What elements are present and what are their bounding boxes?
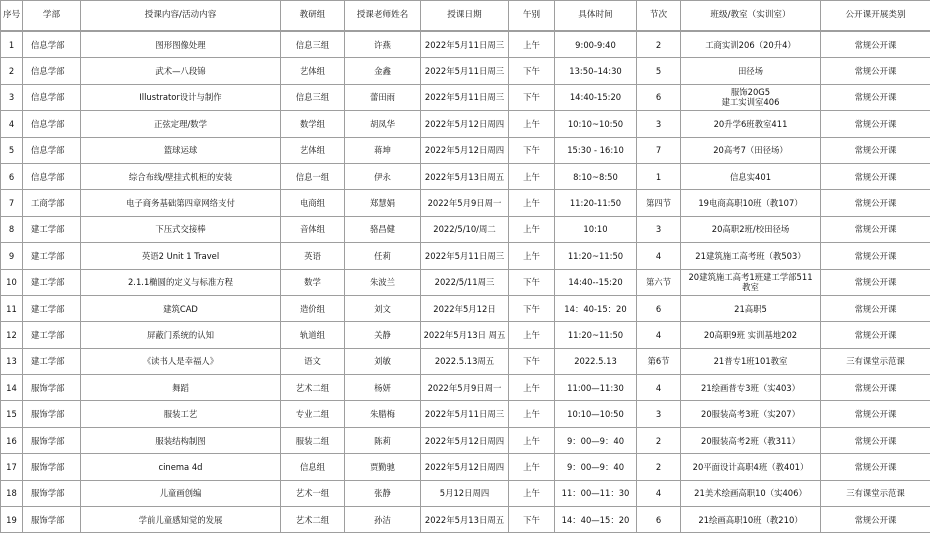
cell-teacher[interactable]: 刘敏 [345, 348, 421, 374]
cell-period[interactable]: 下午 [509, 137, 555, 163]
table-row [1, 243, 930, 269]
cell-dept[interactable]: 服饰学部 [23, 454, 81, 480]
cell-type[interactable]: 三有课堂示范课 [821, 480, 930, 506]
cell-type[interactable]: 常规公开课 [821, 111, 930, 137]
cell-teacher[interactable]: 刘文 [345, 295, 421, 321]
cell-lesson[interactable]: 6 [637, 84, 681, 110]
cell-time[interactable]: 11:20-11:50 [555, 190, 637, 216]
cell-group[interactable]: 英语 [281, 243, 345, 269]
cell-type[interactable]: 常规公开课 [821, 163, 930, 189]
table-row [1, 84, 930, 110]
cell-date[interactable]: 2022年5月13日 周五 [421, 322, 509, 348]
cell-group[interactable]: 信息三组 [281, 84, 345, 110]
cell-period[interactable]: 上午 [509, 190, 555, 216]
cell-date[interactable]: 5月12日周四 [421, 480, 509, 506]
cell-type[interactable]: 常规公开课 [821, 295, 930, 321]
cell-type[interactable]: 常规公开课 [821, 507, 930, 533]
cell-content[interactable]: 2.1.1椭圆的定义与标准方程 [81, 269, 281, 295]
cell-time[interactable]: 2022.5.13 [555, 348, 637, 374]
cell-lesson[interactable]: 7 [637, 137, 681, 163]
cell-date[interactable]: 2022.5.13周五 [421, 348, 509, 374]
cell-time[interactable]: 10:10 [555, 216, 637, 242]
cell-lesson[interactable]: 2 [637, 31, 681, 58]
cell-time[interactable]: 13:50–14:30 [555, 58, 637, 84]
cell-content[interactable]: 屏蔽门系统的认知 [81, 322, 281, 348]
cell-type[interactable]: 常规公开课 [821, 216, 930, 242]
cell-group[interactable]: 艺术一组 [281, 480, 345, 506]
table-row [1, 137, 930, 163]
cell-room[interactable]: 21绘画普专3班（实403） [681, 375, 821, 401]
cell-no[interactable]: 11 [1, 295, 23, 321]
header-cell[interactable]: 具体时间 [555, 1, 637, 32]
cell-room[interactable]: 21美术绘画高职10（实406） [681, 480, 821, 506]
cell-dept[interactable]: 工商学部 [23, 190, 81, 216]
header-cell[interactable]: 授课内容/活动内容 [81, 1, 281, 32]
cell-type[interactable]: 常规公开课 [821, 269, 930, 295]
cell-date[interactable]: 2022/5/11周三 [421, 269, 509, 295]
cell-content[interactable]: 综合布线/壁挂式机柜的安装 [81, 163, 281, 189]
cell-type[interactable]: 常规公开课 [821, 427, 930, 453]
cell-time[interactable]: 10:10~10:50 [555, 111, 637, 137]
cell-type[interactable]: 三有课堂示范课 [821, 348, 930, 374]
cell-no[interactable]: 9 [1, 243, 23, 269]
cell-lesson[interactable]: 5 [637, 58, 681, 84]
cell-time[interactable]: 11:00—11:30 [555, 375, 637, 401]
cell-no[interactable]: 14 [1, 375, 23, 401]
cell-no[interactable]: 16 [1, 427, 23, 453]
cell-no[interactable]: 10 [1, 269, 23, 295]
cell-room[interactable]: 21绘画高职10班（教210） [681, 507, 821, 533]
cell-type[interactable]: 常规公开课 [821, 243, 930, 269]
cell-dept[interactable]: 信息学部 [23, 163, 81, 189]
cell-group[interactable]: 艺体组 [281, 137, 345, 163]
cell-content[interactable]: 儿童画创编 [81, 480, 281, 506]
cell-teacher[interactable]: 贾勤驰 [345, 454, 421, 480]
cell-date[interactable]: 2022年5月11日周三 [421, 243, 509, 269]
cell-lesson[interactable]: 2 [637, 454, 681, 480]
cell-time[interactable]: 9：00—9：40 [555, 427, 637, 453]
table-row [1, 375, 930, 401]
cell-period[interactable]: 上午 [509, 427, 555, 453]
cell-dept[interactable]: 服饰学部 [23, 375, 81, 401]
cell-group[interactable]: 信息组 [281, 454, 345, 480]
cell-lesson[interactable]: 2 [637, 427, 681, 453]
cell-content[interactable]: 舞蹈 [81, 375, 281, 401]
cell-teacher[interactable]: 郑慧娟 [345, 190, 421, 216]
cell-dept[interactable]: 服饰学部 [23, 401, 81, 427]
table-row [1, 480, 930, 506]
cell-dept[interactable]: 建工学部 [23, 322, 81, 348]
table-row [1, 507, 930, 533]
cell-group[interactable]: 电商组 [281, 190, 345, 216]
cell-date[interactable]: 2022年5月12日周四 [421, 137, 509, 163]
header-cell[interactable]: 授课日期 [421, 1, 509, 32]
cell-group[interactable]: 艺体组 [281, 58, 345, 84]
cell-date[interactable]: 2022年5月11日周三 [421, 31, 509, 58]
cell-dept[interactable]: 信息学部 [23, 31, 81, 58]
table-body [1, 31, 930, 533]
cell-dept[interactable]: 建工学部 [23, 295, 81, 321]
cell-content[interactable]: 学前儿童感知觉的发展 [81, 507, 281, 533]
cell-lesson[interactable]: 第四节 [637, 190, 681, 216]
cell-lesson[interactable]: 6 [637, 295, 681, 321]
cell-dept[interactable]: 建工学部 [23, 348, 81, 374]
cell-period[interactable]: 上午 [509, 322, 555, 348]
cell-group[interactable]: 数学组 [281, 111, 345, 137]
cell-no[interactable]: 17 [1, 454, 23, 480]
cell-teacher[interactable]: 金鑫 [345, 58, 421, 84]
cell-teacher[interactable]: 许燕 [345, 31, 421, 58]
cell-period[interactable]: 下午 [509, 269, 555, 295]
cell-lesson[interactable]: 4 [637, 375, 681, 401]
cell-teacher[interactable]: 孙洁 [345, 507, 421, 533]
cell-content[interactable]: 正弦定理/数学 [81, 111, 281, 137]
cell-time[interactable]: 15:30 - 16:10 [555, 137, 637, 163]
cell-period[interactable]: 上午 [509, 401, 555, 427]
cell-content[interactable]: 电子商务基础第四章网络支付 [81, 190, 281, 216]
table-row [1, 401, 930, 427]
cell-time[interactable]: 9:00-9:40 [555, 31, 637, 58]
cell-teacher[interactable]: 蒋坤 [345, 137, 421, 163]
cell-lesson[interactable]: 4 [637, 322, 681, 348]
cell-period[interactable]: 上午 [509, 375, 555, 401]
cell-content[interactable]: 建筑CAD [81, 295, 281, 321]
cell-teacher[interactable]: 陈莉 [345, 427, 421, 453]
cell-group[interactable]: 音体组 [281, 216, 345, 242]
cell-time[interactable]: 14：40—15：20 [555, 507, 637, 533]
table-row [1, 58, 930, 84]
cell-date[interactable]: 2022年5月9日周一 [421, 375, 509, 401]
cell-content[interactable]: 武术—八段锦 [81, 58, 281, 84]
cell-content[interactable]: 服装工艺 [81, 401, 281, 427]
cell-type[interactable]: 常规公开课 [821, 375, 930, 401]
cell-room[interactable]: 服饰20G5 建工实训室406 [681, 84, 821, 110]
table-row [1, 295, 930, 321]
cell-date[interactable]: 2022年5月11日周三 [421, 401, 509, 427]
cell-no[interactable]: 8 [1, 216, 23, 242]
cell-room[interactable]: 工商实训206（20升4） [681, 31, 821, 58]
cell-period[interactable]: 上午 [509, 216, 555, 242]
cell-time[interactable]: 11：00—11：30 [555, 480, 637, 506]
cell-date[interactable]: 2022年5月12日周四 [421, 427, 509, 453]
cell-group[interactable]: 艺术二组 [281, 507, 345, 533]
cell-dept[interactable]: 建工学部 [23, 216, 81, 242]
cell-dept[interactable]: 信息学部 [23, 84, 81, 110]
cell-room[interactable]: 田径场 [681, 58, 821, 84]
cell-group[interactable]: 服装二组 [281, 427, 345, 453]
cell-time[interactable]: 9：00—9：40 [555, 454, 637, 480]
cell-room[interactable]: 21高职5 [681, 295, 821, 321]
cell-group[interactable]: 信息三组 [281, 31, 345, 58]
cell-room[interactable]: 21建筑施工高考班（教503） [681, 243, 821, 269]
cell-no[interactable]: 1 [1, 31, 23, 58]
header-cell[interactable]: 授课老师姓名 [345, 1, 421, 32]
cell-teacher[interactable]: 关静 [345, 322, 421, 348]
cell-group[interactable]: 艺术二组 [281, 375, 345, 401]
cell-type[interactable]: 常规公开课 [821, 58, 930, 84]
cell-no[interactable]: 4 [1, 111, 23, 137]
cell-period[interactable]: 上午 [509, 480, 555, 506]
cell-time[interactable]: 14：40-15：20 [555, 295, 637, 321]
cell-no[interactable]: 7 [1, 190, 23, 216]
cell-lesson[interactable]: 4 [637, 480, 681, 506]
header-cell[interactable]: 午别 [509, 1, 555, 32]
cell-room[interactable]: 20服装高考2班（教311） [681, 427, 821, 453]
cell-teacher[interactable]: 骆昌健 [345, 216, 421, 242]
cell-period[interactable]: 上午 [509, 31, 555, 58]
cell-period[interactable]: 上午 [509, 111, 555, 137]
cell-content[interactable]: 图形图像处理 [81, 31, 281, 58]
cell-type[interactable]: 常规公开课 [821, 31, 930, 58]
cell-type[interactable]: 常规公开课 [821, 401, 930, 427]
header-cell[interactable]: 教研组 [281, 1, 345, 32]
header-row [1, 1, 930, 32]
cell-no[interactable]: 12 [1, 322, 23, 348]
cell-dept[interactable]: 服饰学部 [23, 507, 81, 533]
header-cell[interactable]: 学部 [23, 1, 81, 32]
table-row [1, 454, 930, 480]
cell-period[interactable]: 下午 [509, 58, 555, 84]
cell-dept[interactable]: 服饰学部 [23, 427, 81, 453]
cell-teacher[interactable]: 杨妍 [345, 375, 421, 401]
cell-dept[interactable]: 信息学部 [23, 111, 81, 137]
cell-period[interactable]: 下午 [509, 295, 555, 321]
table-row [1, 31, 930, 58]
cell-no[interactable]: 19 [1, 507, 23, 533]
cell-type[interactable]: 常规公开课 [821, 137, 930, 163]
cell-dept[interactable]: 信息学部 [23, 137, 81, 163]
cell-date[interactable]: 2022/5/10/周二 [421, 216, 509, 242]
cell-teacher[interactable]: 任莉 [345, 243, 421, 269]
cell-time[interactable]: 11:20~11:50 [555, 243, 637, 269]
cell-dept[interactable]: 信息学部 [23, 58, 81, 84]
cell-time[interactable]: 14:40--15:20 [555, 269, 637, 295]
cell-teacher[interactable]: 胡凤华 [345, 111, 421, 137]
cell-time[interactable]: 8:10~8:50 [555, 163, 637, 189]
table-row [1, 269, 930, 295]
header-cell[interactable]: 节次 [637, 1, 681, 32]
cell-lesson[interactable]: 3 [637, 401, 681, 427]
cell-no[interactable]: 5 [1, 137, 23, 163]
cell-date[interactable]: 2022年5月11日周三 [421, 84, 509, 110]
cell-group[interactable]: 语文 [281, 348, 345, 374]
cell-group[interactable]: 数学 [281, 269, 345, 295]
cell-content[interactable]: 篮球运球 [81, 137, 281, 163]
table-row [1, 216, 930, 242]
cell-period[interactable]: 下午 [509, 348, 555, 374]
cell-lesson[interactable]: 第6节 [637, 348, 681, 374]
table-row [1, 190, 930, 216]
cell-teacher[interactable]: 蕾田雨 [345, 84, 421, 110]
cell-lesson[interactable]: 第六节 [637, 269, 681, 295]
header-cell[interactable]: 班级/教室（实训室） [681, 1, 821, 32]
cell-content[interactable]: 《读书人是幸福人》 [81, 348, 281, 374]
cell-period[interactable]: 上午 [509, 163, 555, 189]
cell-content[interactable]: cinema 4d [81, 454, 281, 480]
table-row [1, 163, 930, 189]
header-cell[interactable]: 序号 [1, 1, 23, 32]
header-cell[interactable]: 公开课开展类别 [821, 1, 930, 32]
cell-type[interactable]: 常规公开课 [821, 190, 930, 216]
cell-date[interactable]: 2022年5月13日周五 [421, 163, 509, 189]
cell-lesson[interactable]: 3 [637, 111, 681, 137]
cell-date[interactable]: 2022年5月13日周五 [421, 507, 509, 533]
cell-teacher[interactable]: 朱腊梅 [345, 401, 421, 427]
cell-time[interactable]: 14:40-15:20 [555, 84, 637, 110]
cell-no[interactable]: 2 [1, 58, 23, 84]
cell-room[interactable]: 20建筑施工高考1班建工学部511 教室 [681, 269, 821, 295]
cell-date[interactable]: 2022年5月12日周四 [421, 111, 509, 137]
cell-room[interactable]: 20服装高考3班（实207） [681, 401, 821, 427]
cell-room[interactable]: 20平面设计高职4班（教401） [681, 454, 821, 480]
cell-teacher[interactable]: 伊永 [345, 163, 421, 189]
cell-teacher[interactable]: 张静 [345, 480, 421, 506]
cell-room[interactable]: 20高职2班/校田径场 [681, 216, 821, 242]
cell-group[interactable]: 专业二组 [281, 401, 345, 427]
cell-dept[interactable]: 服饰学部 [23, 480, 81, 506]
cell-group[interactable]: 造价组 [281, 295, 345, 321]
cell-no[interactable]: 13 [1, 348, 23, 374]
cell-period[interactable]: 下午 [509, 507, 555, 533]
cell-room[interactable]: 20高考7（田径场） [681, 137, 821, 163]
cell-room[interactable]: 21普专1班101教室 [681, 348, 821, 374]
cell-teacher[interactable]: 朱波兰 [345, 269, 421, 295]
cell-date[interactable]: 2022年5月9日周一 [421, 190, 509, 216]
cell-content[interactable]: 英语2 Unit 1 Travel [81, 243, 281, 269]
cell-content[interactable]: 服装结构制图 [81, 427, 281, 453]
table-row [1, 111, 930, 137]
cell-content[interactable]: 下压式交接棒 [81, 216, 281, 242]
cell-date[interactable]: 2022年5月12日周四 [421, 454, 509, 480]
cell-content[interactable]: Illustrator设计与制作 [81, 84, 281, 110]
cell-no[interactable]: 6 [1, 163, 23, 189]
cell-date[interactable]: 2022年5月12日 [421, 295, 509, 321]
cell-room[interactable]: 信息实401 [681, 163, 821, 189]
cell-dept[interactable]: 建工学部 [23, 243, 81, 269]
cell-type[interactable]: 常规公开课 [821, 322, 930, 348]
cell-time[interactable]: 11:20~11:50 [555, 322, 637, 348]
cell-period[interactable]: 上午 [509, 454, 555, 480]
cell-no[interactable]: 18 [1, 480, 23, 506]
table-row [1, 348, 930, 374]
cell-dept[interactable]: 建工学部 [23, 269, 81, 295]
cell-lesson[interactable]: 1 [637, 163, 681, 189]
cell-period[interactable]: 下午 [509, 84, 555, 110]
cell-no[interactable]: 3 [1, 84, 23, 110]
cell-room[interactable]: 19电商高职10班（教107） [681, 190, 821, 216]
cell-lesson[interactable]: 4 [637, 243, 681, 269]
cell-no[interactable]: 15 [1, 401, 23, 427]
table-row [1, 427, 930, 453]
cell-type[interactable]: 常规公开课 [821, 84, 930, 110]
table-row [1, 322, 930, 348]
cell-room[interactable]: 20高职9班 实训基地202 [681, 322, 821, 348]
cell-room[interactable]: 20升学6班教室411 [681, 111, 821, 137]
cell-time[interactable]: 10:10—10:50 [555, 401, 637, 427]
cell-period[interactable]: 上午 [509, 243, 555, 269]
cell-date[interactable]: 2022年5月11日周三 [421, 58, 509, 84]
cell-lesson[interactable]: 3 [637, 216, 681, 242]
cell-lesson[interactable]: 6 [637, 507, 681, 533]
cell-group[interactable]: 信息一组 [281, 163, 345, 189]
cell-type[interactable]: 常规公开课 [821, 454, 930, 480]
cell-group[interactable]: 轨道组 [281, 322, 345, 348]
